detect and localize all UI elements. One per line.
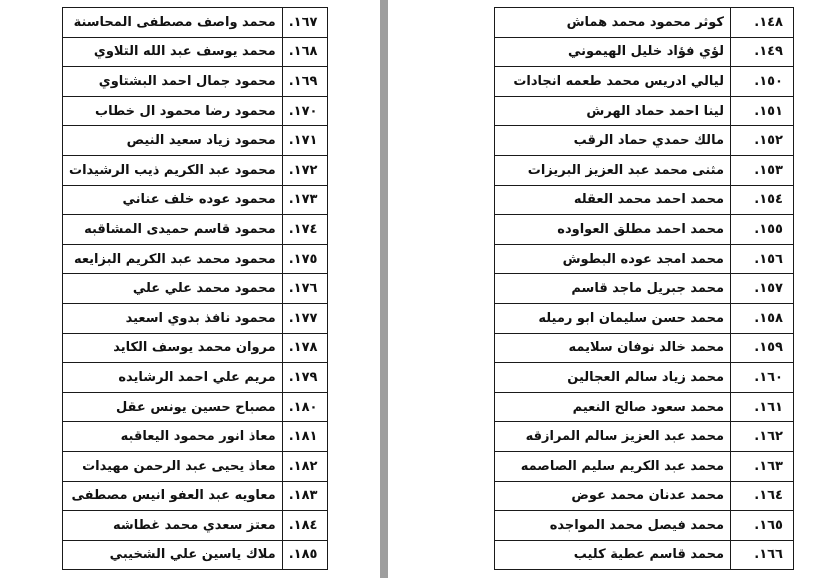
table-row xyxy=(495,333,794,363)
student-name: محمود نافذ بدوي اسعيد xyxy=(63,303,283,333)
student-name: معاويه عبد العفو انيس مصطفى xyxy=(63,481,283,511)
row-number: ١٥٩. xyxy=(731,333,794,363)
table-row xyxy=(63,96,328,126)
row-number: ١٥١. xyxy=(731,96,794,126)
row-number: ١٥٥. xyxy=(731,215,794,245)
row-number: ١٦١. xyxy=(731,392,794,422)
row-number: ١٦٠. xyxy=(731,363,794,393)
row-number: ١٨٣. xyxy=(282,481,328,511)
row-number: ١٧٨. xyxy=(282,333,328,363)
table-row xyxy=(495,392,794,422)
row-number: ١٧٠. xyxy=(282,96,328,126)
student-name: محمد فيصل محمد المواجده xyxy=(495,511,731,541)
row-number: ١٦٢. xyxy=(731,422,794,452)
table-row xyxy=(63,422,328,452)
row-number: ١٨١. xyxy=(282,422,328,452)
table-row xyxy=(63,333,328,363)
student-name: محمد احمد مطلق العواوده xyxy=(495,215,731,245)
table-row xyxy=(495,540,794,570)
row-number: ١٨٥. xyxy=(282,540,328,570)
row-number: ١٧٦. xyxy=(282,274,328,304)
student-name: محمد واصف مصطفى المحاسنة xyxy=(63,8,283,38)
names-table-left-body xyxy=(63,8,328,570)
table-row xyxy=(495,126,794,156)
student-name: ملاك ياسين علي الشخيبي xyxy=(63,540,283,570)
row-number: ١٦٦. xyxy=(731,540,794,570)
row-number: ١٧٥. xyxy=(282,244,328,274)
row-number: ١٧٩. xyxy=(282,363,328,393)
table-row xyxy=(495,155,794,185)
row-number: ١٥٣. xyxy=(731,155,794,185)
row-number: ١٦٧. xyxy=(282,8,328,38)
table-row xyxy=(495,215,794,245)
row-number: ١٥٠. xyxy=(731,67,794,97)
table-row xyxy=(63,155,328,185)
table-row xyxy=(63,392,328,422)
student-name: محمد عبد العزيز سالم المرازقه xyxy=(495,422,731,452)
names-table-right-body xyxy=(495,8,794,570)
student-name: معاذ انور محمود اليعاقبه xyxy=(63,422,283,452)
table-row xyxy=(63,126,328,156)
student-name: محمد عبد الكريم سليم الصاصمه xyxy=(495,451,731,481)
row-number: ١٦٩. xyxy=(282,67,328,97)
table-row xyxy=(63,511,328,541)
row-number: ١٨٤. xyxy=(282,511,328,541)
student-name: معاذ يحيى عبد الرحمن مهيدات xyxy=(63,451,283,481)
row-number: ١٥٢. xyxy=(731,126,794,156)
row-number: ١٤٨. xyxy=(731,8,794,38)
table-row xyxy=(63,67,328,97)
student-name: ليالي ادريس محمد طعمه انجادات xyxy=(495,67,731,97)
student-name: محمود عبد الكريم ذيب الرشيدات xyxy=(63,155,283,185)
student-name: كوثر محمود محمد هماش xyxy=(495,8,731,38)
table-row xyxy=(495,451,794,481)
table-row xyxy=(495,422,794,452)
row-number: ١٦٤. xyxy=(731,481,794,511)
names-table-right xyxy=(494,7,794,570)
row-number: ١٥٦. xyxy=(731,244,794,274)
student-name: مثنى محمد عبد العزيز البريزات xyxy=(495,155,731,185)
student-name: مروان محمد يوسف الكايد xyxy=(63,333,283,363)
student-name: محمد سعود صالح النعيم xyxy=(495,392,731,422)
table-row xyxy=(63,540,328,570)
table-row xyxy=(495,8,794,38)
student-name: محمود جمال احمد البشتاوي xyxy=(63,67,283,97)
page-gutter xyxy=(380,0,388,578)
row-number: ١٦٣. xyxy=(731,451,794,481)
student-name: لينا احمد حماد الهرش xyxy=(495,96,731,126)
student-name: محمود عوده خلف عناني xyxy=(63,185,283,215)
table-row xyxy=(63,363,328,393)
names-table-left xyxy=(62,7,328,570)
table-row xyxy=(495,96,794,126)
table-row xyxy=(495,363,794,393)
student-name: مريم علي احمد الرشايده xyxy=(63,363,283,393)
student-name: محمود محمد عبد الكريم البزايعه xyxy=(63,244,283,274)
row-number: ١٥٧. xyxy=(731,274,794,304)
student-name: محمود قاسم حميدى المشاقبه xyxy=(63,215,283,245)
table-row xyxy=(63,274,328,304)
row-number: ١٧٣. xyxy=(282,185,328,215)
table-row xyxy=(63,8,328,38)
table-row xyxy=(495,274,794,304)
right-page xyxy=(388,0,816,578)
table-row xyxy=(63,303,328,333)
table-row xyxy=(495,303,794,333)
student-name: محمد خالد نوفان سلايمه xyxy=(495,333,731,363)
table-row xyxy=(495,511,794,541)
row-number: ١٦٥. xyxy=(731,511,794,541)
row-number: ١٦٨. xyxy=(282,37,328,67)
row-number: ١٥٨. xyxy=(731,303,794,333)
table-row xyxy=(63,37,328,67)
table-row xyxy=(63,185,328,215)
student-name: محمد جبريل ماجد قاسم xyxy=(495,274,731,304)
row-number: ١٥٤. xyxy=(731,185,794,215)
row-number: ١٤٩. xyxy=(731,37,794,67)
student-name: معتز سعدي محمد غطاشه xyxy=(63,511,283,541)
student-name: محمد امجد عوده البطوش xyxy=(495,244,731,274)
student-name: محمد زياد سالم العجالين xyxy=(495,363,731,393)
student-name: محمد عدنان محمد عوض xyxy=(495,481,731,511)
row-number: ١٧٤. xyxy=(282,215,328,245)
left-page xyxy=(0,0,380,578)
student-name: محمد يوسف عبد الله التلاوي xyxy=(63,37,283,67)
row-number: ١٨٠. xyxy=(282,392,328,422)
student-name: لؤي فؤاد خليل الهيموني xyxy=(495,37,731,67)
student-name: محمود رضا محمود ال خطاب xyxy=(63,96,283,126)
student-name: مالك حمدي حماد الرقب xyxy=(495,126,731,156)
table-row xyxy=(495,481,794,511)
table-row xyxy=(495,37,794,67)
table-row xyxy=(495,185,794,215)
row-number: ١٧١. xyxy=(282,126,328,156)
student-name: محمد احمد محمد العقله xyxy=(495,185,731,215)
row-number: ١٧٧. xyxy=(282,303,328,333)
student-name: محمود محمد علي علي xyxy=(63,274,283,304)
table-row xyxy=(63,215,328,245)
table-row xyxy=(63,481,328,511)
table-row xyxy=(63,244,328,274)
row-number: ١٧٢. xyxy=(282,155,328,185)
table-row xyxy=(63,451,328,481)
table-row xyxy=(495,244,794,274)
row-number: ١٨٢. xyxy=(282,451,328,481)
student-name: مصباح حسين يونس عقل xyxy=(63,392,283,422)
student-name: محمد قاسم عطية كليب xyxy=(495,540,731,570)
student-name: محمد حسن سليمان ابو رميله xyxy=(495,303,731,333)
student-name: محمود زياد سعيد النيص xyxy=(63,126,283,156)
table-row xyxy=(495,67,794,97)
